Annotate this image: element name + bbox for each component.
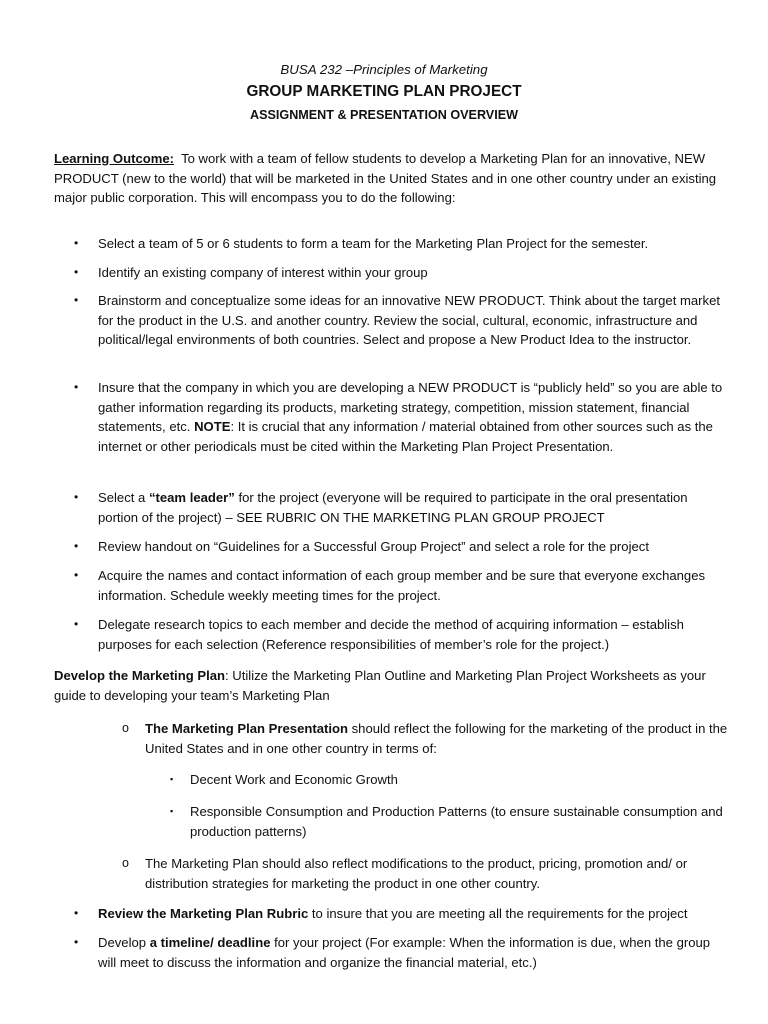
square-bullet-icon: ▪ [170,774,174,784]
sub-list-item-text: The Marketing Plan Presentation should reflect the following for the marketing of the product in the United States and in one other country in terms of: [145,721,728,756]
list-item-text: Acquire the names and contact information of each group member and be sure that everyone exchanges information. Schedule weekly meeting times for the project. [98,568,706,603]
course-title: BUSA 232 –Principles of Marketing [280,62,488,77]
learning-outcome-paragraph [54,149,734,208]
bullet-icon: • [74,380,79,394]
develop-label: Develop the Marketing Plan [54,668,225,683]
circle-bullet-icon: o [122,856,129,870]
page-subtitle: ASSIGNMENT & PRESENTATION OVERVIEW [250,108,518,122]
list-item-text: Select a team of 5 or 6 students to form a team for the Marketing Plan Project for the semester. [98,236,649,251]
list-item-text: Insure that the company in which you are developing a NEW PRODUCT is “publicly held” so you are able to gather information regarding its products, marketing strategy, competition, mission statement, financial statements, etc. NOTE: It is crucial that any information / material obtained from other sources such as the internet or other periodicals must be cited within the Marketing Plan Project Presentation. [98,380,723,454]
list-item-text: Identify an existing company of interest within your group [98,265,428,280]
sub-list-item-text: The Marketing Plan should also reflect modifications to the product, pricing, promotion and/ or distribution strategies for marketing the product in one other country. [145,856,688,891]
bullet-icon: • [74,617,79,631]
list-item-text: Develop a timeline/ deadline for your project (For example: When the information is due, when the group will meet to discuss the information and organize the financial material, etc.) [98,935,711,970]
bullet-icon: • [74,568,79,582]
nested-list-item-text: Decent Work and Economic Growth [190,772,398,787]
circle-bullet-icon: o [122,721,129,735]
nested-list-item-text: Responsible Consumption and Production Patterns (to ensure sustainable consumption and production patterns) [190,804,723,839]
list-item-text: Brainstorm and conceptualize some ideas for an innovative NEW PRODUCT. Think about the target market for the product in the U.S. and another country. Review the social, cultural, economic, infrastructure and political/legal environments of both countries. Select and propose a New Product Idea to the instructor. [98,293,720,348]
list-item-text: Delegate research topics to each member and decide the method of acquiring information – establish purposes for each selection (Reference responsibilities of member’s role for the project.) [98,617,684,652]
list-item-text: Review the Marketing Plan Rubric to insure that you are meeting all the requirements for the project [98,906,688,921]
list-item-text: Review handout on “Guidelines for a Successful Group Project” and select a role for the project [98,539,649,554]
list-item-text: Select a “team leader” for the project (everyone will be required to participate in the oral presentation portion of the project) – SEE RUBRIC ON THE MARKETING PLAN GROUP PROJECT [98,490,688,525]
learning-outcome-label: Learning Outcome: [54,151,175,166]
bullet-icon: • [74,906,79,920]
bullet-icon: • [74,935,79,949]
bullet-icon: • [74,236,79,250]
bullet-icon: • [74,539,79,553]
develop-text: : Utilize the Marketing Plan Outline and Marketing Plan Project Worksheets as your guide to developing your team’s Marketing Plan [54,668,706,703]
bullet-icon: • [74,293,79,307]
learning-outcome-text: To work with a team of fellow students to develop a Marketing Plan for an innovative, NEW PRODUCT (new to the world) that will be marketed in the United States and in one other country under an existing major public corporation. This will encompass you to do the following: [54,151,717,206]
square-bullet-icon: ▪ [170,806,174,816]
develop-paragraph [54,666,734,705]
bullet-icon: • [74,265,79,279]
bullet-icon: • [74,490,79,504]
page-title: GROUP MARKETING PLAN PROJECT [246,83,522,100]
